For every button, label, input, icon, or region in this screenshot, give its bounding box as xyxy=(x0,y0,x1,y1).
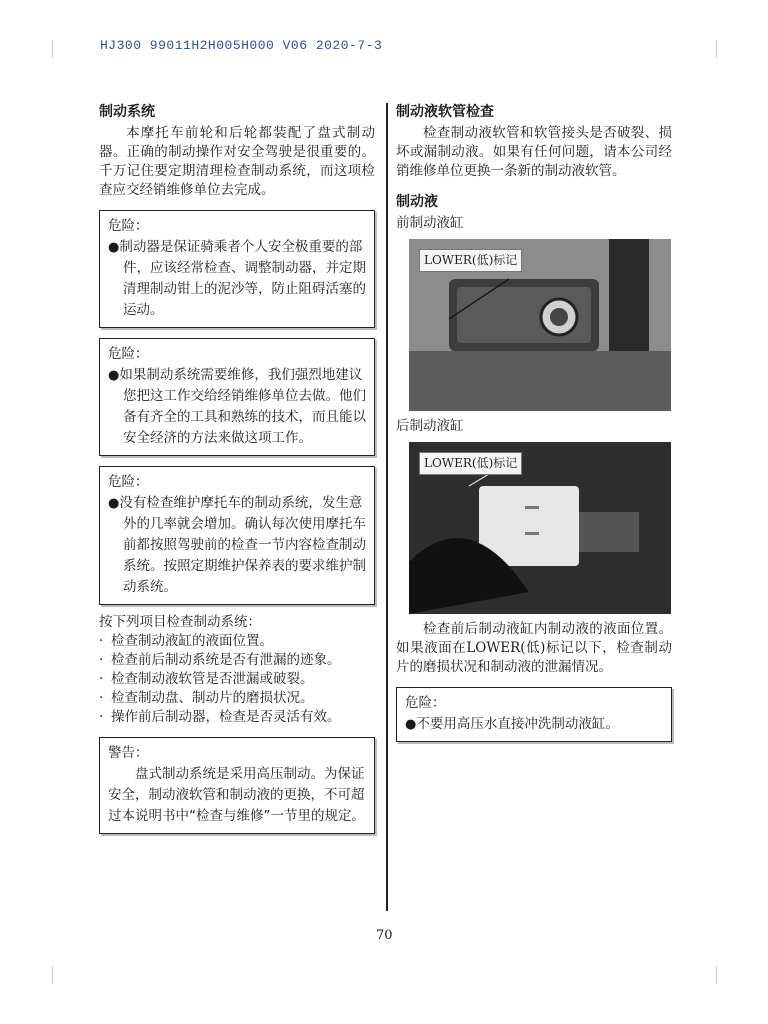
warning-body: 盘式制动系统是采用高压制动。为保证安全，制动液软管和制动液的更换，不可超过本说明书中“检查与维修”一节里的规定。 xyxy=(108,766,365,824)
front-reservoir-label: 前制动液缸 xyxy=(396,215,464,231)
bullet-icon: ● xyxy=(108,496,120,511)
danger-box-2 xyxy=(99,338,375,456)
crop-mark xyxy=(716,40,717,58)
crop-mark xyxy=(52,40,53,58)
section-title-brake-fluid: 制动液 xyxy=(396,194,438,210)
danger-title: 危险： xyxy=(108,474,149,490)
hose-check-paragraph: 检查制动液软管和软管接头是否破裂、损坏或漏制动液。如果有任何问题，请本公司经销维修单位更换一条新的制动液软管。 xyxy=(396,125,672,179)
danger-body: 如果制动系统需要维修，我们强烈地建议您把这工作交给经销维修单位去做。他们备有齐全的工具和熟练的技术，而且能以安全经济的方法来做这项工作。 xyxy=(119,367,366,446)
lower-mark-callout: LOWER(低)标记 xyxy=(419,452,522,475)
brake-intro-paragraph: 本摩托车前轮和后轮都装配了盘式制动器。正确的制动操作对安全驾驶是很重要的。千万记住要定期清理检查制动系统，而这项检查应交经销维修单位去完成。 xyxy=(99,125,375,198)
rear-reservoir-label: 后制动液缸 xyxy=(396,418,464,434)
danger-title: 危险： xyxy=(108,218,149,234)
danger-text xyxy=(108,237,366,321)
check-intro: 按下列项目检查制动系统： xyxy=(99,614,261,630)
document-header-code: HJ300 99011H2H005H000 V06 2020-7-3 xyxy=(100,38,383,53)
danger-text xyxy=(108,493,366,598)
warning-box xyxy=(99,737,375,834)
bullet-icon: ● xyxy=(405,717,417,732)
front-reservoir-photo xyxy=(409,239,671,411)
left-column xyxy=(99,103,375,842)
danger-title: 危险： xyxy=(405,695,446,711)
danger-title: 危险： xyxy=(108,346,149,362)
crop-mark xyxy=(716,966,717,984)
bullet-icon: ● xyxy=(108,240,120,255)
danger-text xyxy=(108,365,366,449)
list-item: · 检查制动液软管是否泄漏或破裂。 xyxy=(99,671,314,687)
lower-mark-callout: LOWER(低)标记 xyxy=(419,249,522,272)
section-title-hose-check: 制动液软管检查 xyxy=(396,104,494,120)
danger-text xyxy=(405,714,663,735)
list-item: · 操作前后制动器，检查是否灵活有效。 xyxy=(99,709,341,725)
list-item: · 检查制动盘、制动片的磨损状况。 xyxy=(99,690,314,706)
right-column xyxy=(396,103,672,750)
danger-box-3 xyxy=(99,466,375,605)
column-divider xyxy=(386,103,388,911)
warning-title: 警告： xyxy=(108,745,149,761)
danger-body: 制动器是保证骑乘者个人安全极重要的部件，应该经常检查、调整制动器，并定期清理制动钳上的泥沙等，防止阻碍活塞的运动。 xyxy=(119,239,366,318)
danger-body: 没有检查维护摩托车的制动系统，发生意外的几率就会增加。确认每次使用摩托车前都按照驾驶前的检查一节内容检查制动系统。按照定期维护保养表的要求维护制动系统。 xyxy=(119,495,366,595)
bullet-icon: ● xyxy=(108,368,120,383)
section-title-brake-system: 制动系统 xyxy=(99,104,155,120)
page-number: 70 xyxy=(376,928,393,943)
list-item: · 检查前后制动系统是否有泄漏的迹象。 xyxy=(99,652,341,668)
danger-box-1 xyxy=(99,210,375,328)
fluid-check-paragraph: 检查前后制动液缸内制动液的液面位置。如果液面在LOWER(低)标记以下，检查制动片的磨损状况和制动液的泄漏情况。 xyxy=(396,621,672,675)
crop-mark xyxy=(52,966,53,984)
danger-body: 不要用高压水直接冲洗制动液缸。 xyxy=(416,716,619,732)
danger-box-right xyxy=(396,687,672,742)
check-list xyxy=(99,632,375,727)
list-item: · 检查制动液缸的液面位置。 xyxy=(99,633,273,649)
rear-reservoir-photo xyxy=(409,442,671,614)
